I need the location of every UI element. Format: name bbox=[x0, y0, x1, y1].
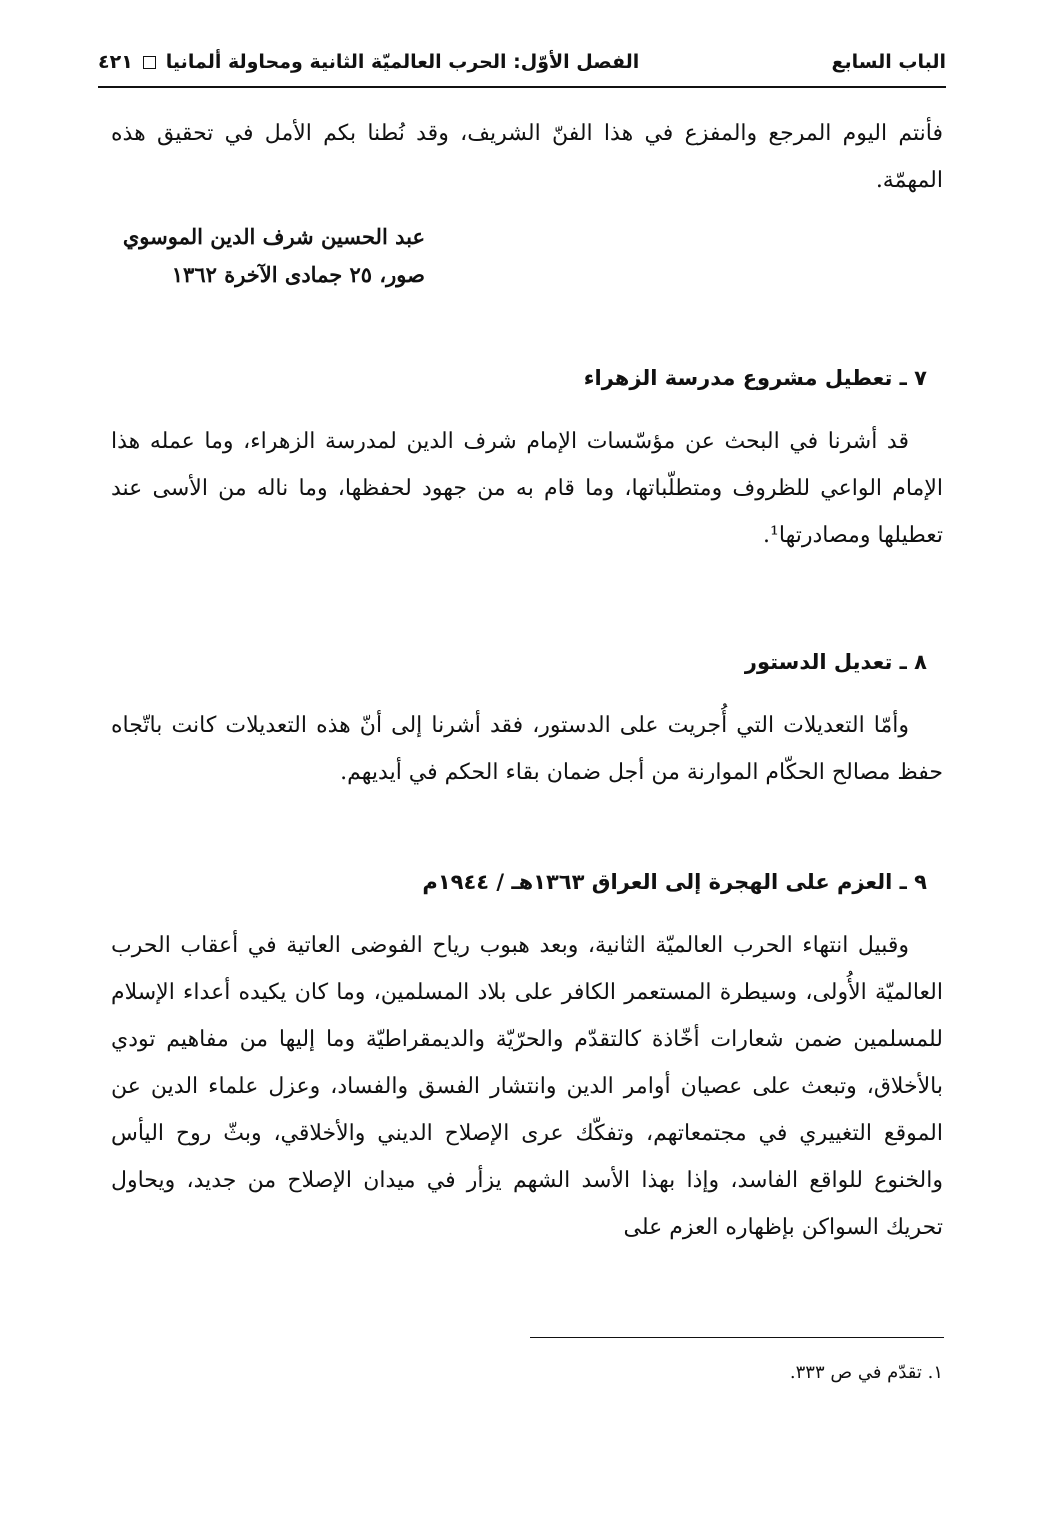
section-8-heading: ٨ ـ تعديل الدستور bbox=[744, 650, 927, 674]
footnote-rule bbox=[530, 1337, 944, 1338]
section-9-paragraph: وقبيل انتهاء الحرب العالميّة الثانية، وبعد هبوب رياح الفوضى العاتية في أعقاب الحرب العالميّة الأُولى، وسيطرة المستعمر الكافر على بلاد المسلمين، وما كان يكيده أعداء الإسلام للمسلمين ضمن شعارات أخّاذة كالتقدّم والحرّيّة والديمقراطيّة وما إليها من مفاهيم تودي بالأخلاق، وتبعث على عصيان أوامر الدين وانتشار الفسق والفساد، وعزل علماء الدين عن الموقع التغييري في مجتمعاتهم، وتفكّك عرى الإصلاح الديني والأخلاقي، وبثّ روح اليأس والخنوع للواقع الفاسد، وإذا بهذا الأسد الشهم يزأر في ميدان الإصلاح من جديد، ويحاول تحريك السواكن بإظهاره العزم على bbox=[111, 933, 943, 1240]
section-7-paragraph: قد أشرنا في البحث عن مؤسّسات الإمام شرف الدين لمدرسة الزهراء، وما عمله هذا الإمام الواعي للظروف ومتطلّباتها، وما قام به من جهود لحفظها، وما ناله من الأسى عند تعطيلها ومصادرتها¹. bbox=[111, 429, 943, 548]
header-rule bbox=[98, 86, 946, 88]
page-number: ٤٢١ bbox=[98, 51, 133, 73]
signature-block bbox=[105, 218, 425, 294]
section-8-paragraph: وأمّا التعديلات التي أُجريت على الدستور، فقد أشرنا إلى أنّ هذه التعديلات كانت باتّجاه حفظ مصالح الحكّام الموارنة من أجل ضمان بقاء الحكم في أيديهم. bbox=[111, 713, 943, 785]
signature-name: عبد الحسين شرف الدين الموسوي bbox=[122, 224, 425, 249]
section-title: الفصل الأوّل: الحرب العالميّة الثانية ومحاولة ألمانيا bbox=[165, 51, 640, 73]
intro-paragraph: فأنتم اليوم المرجع والمفزع في هذا الفنّ الشريف، وقد نُطنا بكم الأمل في تحقيق هذه المهمّة. bbox=[111, 121, 943, 193]
running-header bbox=[98, 42, 946, 82]
section-7-heading: ٧ ـ تعطيل مشروع مدرسة الزهراء bbox=[583, 366, 927, 390]
signature-place-date: صور، ٢٥ جمادى الآخرة ١٣٦٢ bbox=[171, 262, 425, 287]
footnote: ١. تقدّم في ص ٣٣٣. bbox=[789, 1362, 943, 1383]
section-9-heading: ٩ ـ العزم على الهجرة إلى العراق ١٣٦٣هـ / ١٩٤٤م bbox=[422, 870, 927, 894]
chapter-title: الباب السابع bbox=[831, 51, 946, 73]
separator-box-icon bbox=[143, 56, 156, 69]
section-and-page bbox=[98, 51, 639, 73]
